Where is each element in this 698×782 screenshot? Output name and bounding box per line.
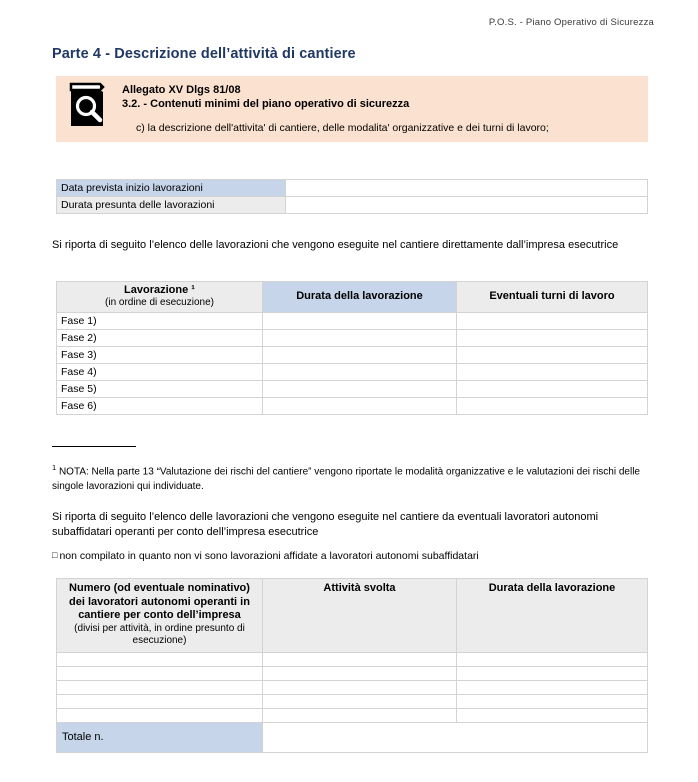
table-header-row — [57, 282, 648, 313]
header-turni-lavoro: Eventuali turni di lavoro — [457, 282, 648, 313]
table-row — [57, 381, 648, 398]
cell-durata[interactable] — [457, 708, 648, 722]
table-row — [57, 680, 648, 694]
label-totale: Totale n. — [57, 722, 263, 752]
footnote-marker: 1 — [52, 463, 57, 472]
dates-table — [56, 179, 648, 214]
checkbox-empty-icon[interactable]: □ — [52, 550, 58, 560]
table-row — [57, 652, 648, 666]
intro-paragraph-lavorazioni: Si riporta di seguito l’elenco delle lavorazioni che vengono eseguite nel cantiere direttamente dall’impresa esecutrice — [52, 239, 619, 251]
cell-turni[interactable] — [457, 330, 648, 347]
table-row — [57, 347, 648, 364]
table-row — [57, 398, 648, 415]
lavoratori-autonomi-table — [56, 578, 648, 753]
cell-durata[interactable] — [263, 347, 457, 364]
table-row — [57, 330, 648, 347]
header-numero-sub: (divisi per attività, in ordine presunto di esecuzione) — [74, 622, 245, 646]
label-data-inizio: Data prevista inizio lavorazioni — [57, 180, 286, 197]
table-row — [57, 197, 648, 214]
cell-turni[interactable] — [457, 347, 648, 364]
label-durata-presunta: Durata presunta delle lavorazioni — [57, 197, 286, 214]
cell-numero[interactable] — [57, 694, 263, 708]
checkbox-line — [52, 548, 644, 564]
allegato-reference: Allegato XV Dlgs 81/08 — [122, 84, 241, 96]
cell-fase: Fase 1) — [57, 313, 263, 330]
table-header-row — [57, 579, 648, 653]
cell-attivita[interactable] — [263, 680, 457, 694]
cell-turni[interactable] — [457, 313, 648, 330]
header-lavorazione-sub: (in ordine di esecuzione) — [105, 297, 214, 308]
header-attivita-svolta: Attività svolta — [263, 579, 457, 653]
header-durata-lavorazione-autonomi: Durata della lavorazione — [457, 579, 648, 653]
cell-numero[interactable] — [57, 708, 263, 722]
cell-durata[interactable] — [457, 666, 648, 680]
cell-durata[interactable] — [263, 364, 457, 381]
cell-durata[interactable] — [457, 652, 648, 666]
table-row — [57, 694, 648, 708]
table-total-row — [57, 722, 648, 752]
allegato-banner — [56, 76, 648, 142]
checkbox-label: non compilato in quanto non vi sono lavorazioni affidate a lavoratori autonomi subaffidatari — [59, 550, 479, 562]
cell-durata[interactable] — [263, 330, 457, 347]
allegato-subtitle: 3.2. - Contenuti minimi del piano operativo di sicurezza — [122, 98, 410, 110]
cell-fase: Fase 5) — [57, 381, 263, 398]
page-title: Parte 4 - Descrizione dell’attività di cantiere — [52, 46, 356, 62]
cell-attivita[interactable] — [263, 708, 457, 722]
cell-attivita[interactable] — [263, 652, 457, 666]
cell-durata[interactable] — [457, 680, 648, 694]
header-lavorazione — [57, 282, 263, 313]
cell-turni[interactable] — [457, 398, 648, 415]
footnote-separator — [52, 446, 136, 447]
cell-durata[interactable] — [457, 694, 648, 708]
allegato-clause: c) la descrizione dell'attivita' di cantiere, delle modalita' organizzative e dei turni di lavoro; — [136, 122, 549, 134]
table-row — [57, 666, 648, 680]
footnote-text: NOTA: Nella parte 13 “Valutazione dei rischi del cantiere” vengono riportate le modalità organizzative e le valutazioni dei rischi delle singole lavorazioni qui individuate. — [52, 466, 640, 492]
cell-durata[interactable] — [263, 313, 457, 330]
header-durata-lavorazione: Durata della lavorazione — [263, 282, 457, 313]
header-numero-main: Numero (od eventuale nominativo) dei lavoratori autonomi operanti in cantiere per conto dell’impresa — [69, 582, 250, 621]
cell-turni[interactable] — [457, 364, 648, 381]
cell-durata[interactable] — [263, 381, 457, 398]
table-row — [57, 364, 648, 381]
intro-paragraph-autonomi: Si riporta di seguito l’elenco delle lavorazioni che vengono eseguite nel cantiere da eventuali lavoratori autonomi subaffidatari operanti per conto dell’impresa esecutrice — [52, 511, 599, 538]
cell-attivita[interactable] — [263, 694, 457, 708]
header-lavorazione-main: Lavorazione ¹ — [124, 284, 195, 296]
field-totale[interactable] — [263, 722, 648, 752]
book-magnifier-icon — [56, 76, 118, 128]
cell-numero[interactable] — [57, 666, 263, 680]
document-header-label: P.O.S. - Piano Operativo di Sicurezza — [488, 17, 654, 28]
table-row — [57, 180, 648, 197]
table-row — [57, 708, 648, 722]
cell-fase: Fase 2) — [57, 330, 263, 347]
cell-numero[interactable] — [57, 652, 263, 666]
cell-attivita[interactable] — [263, 666, 457, 680]
cell-fase: Fase 4) — [57, 364, 263, 381]
cell-fase: Fase 3) — [57, 347, 263, 364]
field-data-inizio[interactable] — [286, 180, 648, 197]
footnote-note — [52, 461, 644, 494]
cell-durata[interactable] — [263, 398, 457, 415]
field-durata-presunta[interactable] — [286, 197, 648, 214]
cell-fase: Fase 6) — [57, 398, 263, 415]
table-row — [57, 313, 648, 330]
cell-turni[interactable] — [457, 381, 648, 398]
cell-numero[interactable] — [57, 680, 263, 694]
header-numero-lavoratori — [57, 579, 263, 653]
lavorazioni-table — [56, 281, 648, 415]
allegato-banner-text — [118, 76, 648, 135]
